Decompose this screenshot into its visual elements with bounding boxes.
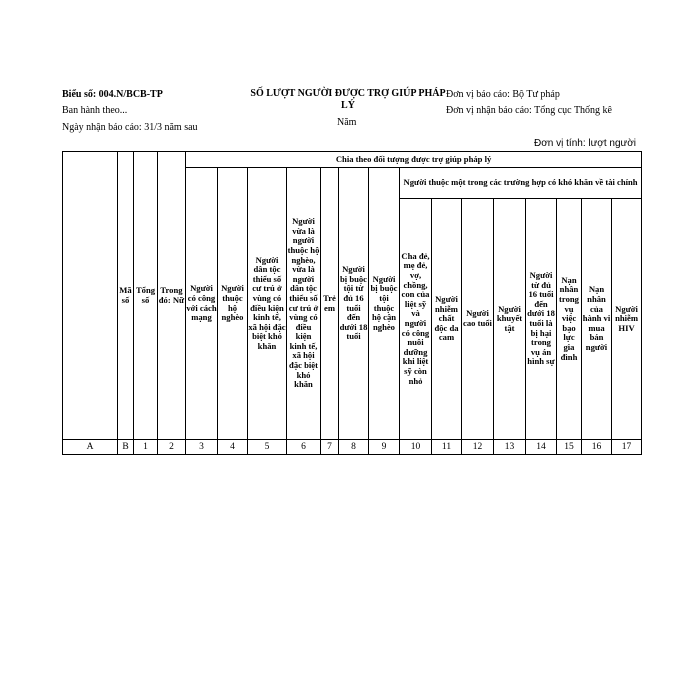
report-table <box>62 151 642 455</box>
label-cell: 14 <box>526 440 557 455</box>
col-9: Người bị buộc tội thuộc hộ cận nghèo <box>369 168 400 440</box>
col-10: Cha đẻ, mẹ đẻ, vợ, chồng, con của liệt sỹ và người có công nuôi dưỡng khi liệt sỹ còn nhỏ <box>400 199 432 440</box>
col-17: Người nhiễm HIV <box>612 199 642 440</box>
measure-unit: Đơn vị tính: lượt người <box>534 138 636 149</box>
group-header: Chia theo đối tượng được trợ giúp pháp lý <box>186 152 642 168</box>
issued-by: Ban hành theo... <box>62 105 128 116</box>
form-code: Biểu số: 004.N/BCB-TP <box>62 89 163 100</box>
col-8: Người bị buộc tội từ đủ 16 tuổi đến dưới 18 tuổi <box>339 168 369 440</box>
label-cell: 16 <box>582 440 612 455</box>
label-cell: 8 <box>339 440 369 455</box>
subgroup-header: Người thuộc một trong các trường hợp có khó khăn về tài chính <box>400 168 642 199</box>
col-tong-so: Tổng số <box>134 152 158 440</box>
label-cell: 7 <box>321 440 339 455</box>
col-16: Nạn nhân của hành vi mua bán người <box>582 199 612 440</box>
col-nu: Trong đó: Nữ <box>158 152 186 440</box>
col-5: Người dân tộc thiểu số cư trú ở vùng có điều kiện kinh tế, xã hội đặc biệt khó khăn <box>248 168 287 440</box>
label-cell: 11 <box>432 440 462 455</box>
label-cell: A <box>63 440 118 455</box>
col-ma-so: Mã số <box>118 152 134 440</box>
label-cell: 15 <box>557 440 582 455</box>
label-cell: 3 <box>186 440 218 455</box>
label-cell: 2 <box>158 440 186 455</box>
col-13: Người khuyết tật <box>494 199 526 440</box>
label-cell: 10 <box>400 440 432 455</box>
receive-date: Ngày nhận báo cáo: 31/3 năm sau <box>62 122 198 133</box>
label-cell: 9 <box>369 440 400 455</box>
label-cell: 5 <box>248 440 287 455</box>
col-12: Người cao tuổi <box>462 199 494 440</box>
label-cell: 1 <box>134 440 158 455</box>
label-cell: 17 <box>612 440 642 455</box>
col-11: Người nhiễm chất độc da cam <box>432 199 462 440</box>
col-6: Người vừa là người thuộc hộ nghèo, vừa là người dân tộc thiểu số cư trú ở vùng có điều kiện kinh tế, xã hội đặc biệt khó khăn <box>287 168 321 440</box>
report-title: SỐ LƯỢT NGƯỜI ĐƯỢC TRỢ GIÚP PHÁP LÝ <box>250 88 446 111</box>
col-15: Nạn nhân trong vụ việc bạo lực gia đình <box>557 199 582 440</box>
col-14: Người từ đủ 16 tuổi đến dưới 18 tuổi là bị hại trong vụ án hình sự <box>526 199 557 440</box>
col-4: Người thuộc hộ nghèo <box>218 168 248 440</box>
receiving-unit: Đơn vị nhận báo cáo: Tổng cục Thống kê <box>446 105 612 116</box>
label-cell: 4 <box>218 440 248 455</box>
col-3: Người có công với cách mạng <box>186 168 218 440</box>
reporting-unit: Đơn vị báo cáo: Bộ Tư pháp <box>446 89 560 100</box>
label-cell: 6 <box>287 440 321 455</box>
label-cell: 13 <box>494 440 526 455</box>
col-a-header <box>63 152 118 440</box>
label-cell: 12 <box>462 440 494 455</box>
label-cell: B <box>118 440 134 455</box>
col-7: Trẻ em <box>321 168 339 440</box>
report-year: Năm <box>337 117 357 128</box>
